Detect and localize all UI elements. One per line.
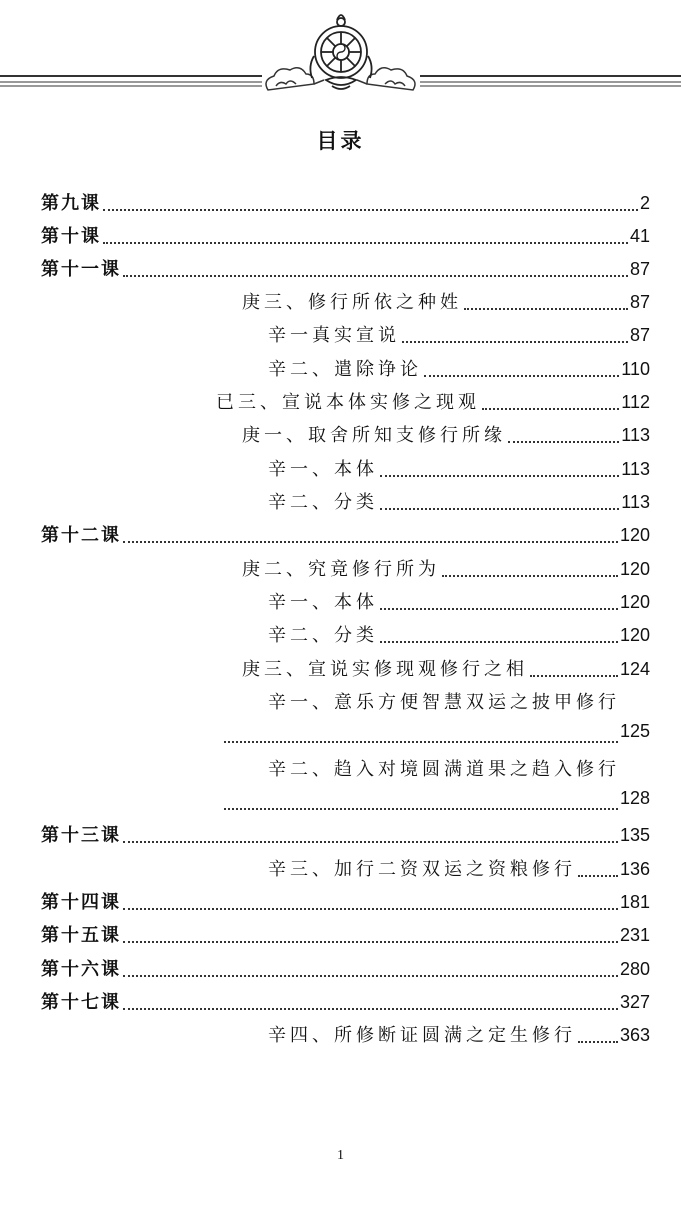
toc-entry-page: 136	[619, 859, 650, 879]
toc-entry-label[interactable]: 辛二、趋入对境圆满道果之趋入修行	[268, 759, 620, 780]
toc-entry-label: 第十课	[41, 226, 101, 247]
toc-entry-label: 庚一、取舍所知支修行所缘	[242, 425, 506, 446]
toc-leader	[578, 1041, 618, 1043]
toc-entry-label: 第九课	[41, 193, 101, 214]
toc-leader	[464, 308, 628, 310]
toc-entry-page: 124	[619, 659, 650, 679]
toc-leader	[103, 209, 638, 211]
toc-entry[interactable]	[41, 921, 650, 951]
toc-entry[interactable]	[268, 355, 650, 385]
toc-entry-label: 辛一真实宣说	[268, 325, 400, 346]
toc-leader	[123, 541, 618, 543]
page-number: 1	[337, 1148, 344, 1163]
header-ornament	[0, 0, 681, 110]
toc-entry-page: 327	[619, 992, 650, 1012]
toc-entry-label: 辛四、所修断证圆满之定生修行	[268, 1025, 576, 1046]
toc-entry[interactable]	[41, 888, 650, 918]
toc-entry-label: 辛一、本体	[268, 459, 378, 480]
toc-leader	[380, 641, 618, 643]
toc-entry[interactable]	[41, 955, 650, 985]
toc-entry[interactable]	[41, 189, 650, 219]
toc-entry-label: 第十六课	[41, 959, 121, 980]
toc-entry-page: 120	[619, 625, 650, 645]
toc-leader	[508, 441, 619, 443]
toc-entry-label: 第十七课	[41, 992, 121, 1013]
toc-entry-label: 辛二、分类	[268, 492, 378, 513]
toc-entry[interactable]	[41, 255, 650, 285]
toc-entry-page: 125	[619, 721, 650, 741]
toc-leader	[224, 808, 618, 810]
toc-entry[interactable]	[216, 388, 650, 418]
toc-entry-label: 第十一课	[41, 259, 121, 280]
toc-entry-page: 87	[629, 259, 650, 279]
toc-leader	[402, 341, 628, 343]
toc-entry-label: 庚三、修行所依之种姓	[242, 292, 462, 313]
toc-leader	[482, 408, 619, 410]
toc-entry[interactable]	[41, 222, 650, 252]
toc-entry[interactable]	[268, 488, 650, 518]
toc-entry-page: 120	[619, 525, 650, 545]
toc-leader	[380, 508, 619, 510]
toc-entry-label: 第十三课	[41, 825, 121, 846]
toc-leader	[424, 375, 619, 377]
toc-entry-page: 120	[619, 559, 650, 579]
toc-entry[interactable]	[268, 321, 650, 351]
toc-entry[interactable]	[222, 721, 650, 751]
toc-entry-page: 135	[619, 825, 650, 845]
toc-leader	[530, 675, 618, 677]
toc-entry[interactable]	[268, 588, 650, 618]
toc-entry[interactable]	[268, 455, 650, 485]
page-title: 目录	[316, 128, 365, 153]
toc-entry-page: 87	[629, 292, 650, 312]
toc-leader	[380, 475, 619, 477]
toc-entry-label: 已三、宣说本体实修之现观	[216, 392, 480, 413]
toc-entry-page: 231	[619, 925, 650, 945]
toc-entry-page: 128	[619, 788, 650, 808]
toc-entry-page: 113	[621, 492, 650, 512]
toc-entry[interactable]	[242, 288, 650, 318]
toc-entry-page: 120	[619, 592, 650, 612]
toc-entry-label: 第十四课	[41, 892, 121, 913]
toc-entry-page: 363	[619, 1025, 650, 1045]
toc-entry-label: 辛一、本体	[268, 592, 378, 613]
toc-leader	[123, 1008, 618, 1010]
toc-entry[interactable]	[41, 988, 650, 1018]
toc-entry[interactable]	[41, 521, 650, 551]
toc-entry-page: 110	[621, 359, 650, 379]
toc-leader	[123, 275, 628, 277]
toc-entry[interactable]	[242, 555, 650, 585]
toc-leader	[123, 841, 618, 843]
toc-entry-label[interactable]: 辛一、意乐方便智慧双运之披甲修行	[268, 692, 620, 713]
toc-entry[interactable]	[268, 1021, 650, 1051]
toc-entry-page: 113	[621, 459, 650, 479]
toc-leader	[123, 941, 618, 943]
toc-entry-page: 280	[619, 959, 650, 979]
toc-entry-label: 第十五课	[41, 925, 121, 946]
toc-leader	[578, 875, 618, 877]
toc-entry[interactable]	[41, 821, 650, 851]
toc-leader	[103, 242, 628, 244]
toc-leader	[123, 908, 618, 910]
toc-entry-page: 2	[639, 193, 650, 213]
toc-leader	[224, 741, 618, 743]
toc-entry-label: 庚二、究竟修行所为	[242, 559, 440, 580]
toc-entry-page: 41	[629, 226, 650, 246]
toc-entry[interactable]	[242, 655, 650, 685]
toc-entry-page: 181	[619, 892, 650, 912]
toc-entry-label: 庚三、宣说实修现观修行之相	[242, 659, 528, 680]
toc-entry-label: 辛三、加行二资双运之资粮修行	[268, 859, 576, 880]
toc-entry[interactable]	[242, 421, 650, 451]
toc-leader	[123, 975, 618, 977]
toc-entry[interactable]	[268, 621, 650, 651]
toc-entry-page: 87	[629, 325, 650, 345]
toc-leader	[380, 608, 618, 610]
toc-entry-label: 第十二课	[41, 525, 121, 546]
toc-entry-label: 辛二、遣除诤论	[268, 359, 422, 380]
toc-leader	[442, 575, 618, 577]
toc-entry[interactable]	[222, 788, 650, 818]
toc-entry-label: 辛二、分类	[268, 625, 378, 646]
toc-entry[interactable]	[268, 855, 650, 885]
toc-entry-page: 112	[621, 392, 650, 412]
toc-entry-page: 113	[621, 425, 650, 445]
